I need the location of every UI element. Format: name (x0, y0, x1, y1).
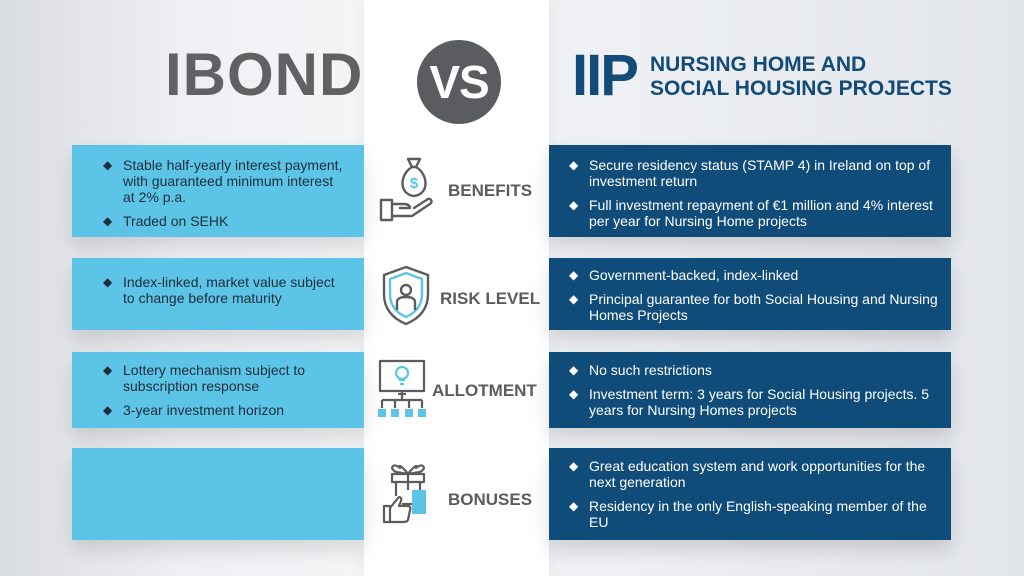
iip-subtitle-line2: SOCIAL HOUSING PROJECTS (650, 77, 952, 100)
list-item: ◆ Lottery mechanism subject to subscription response (103, 362, 348, 394)
shield-person-icon (380, 264, 432, 326)
ibond-risk-list (103, 274, 348, 306)
iip-subtitle-line1: NURSING HOME AND (650, 53, 867, 76)
ibond-title: IBOND (165, 41, 364, 108)
ibond-allotment-list (103, 362, 348, 418)
list-item: ◆ Traded on SEHK (103, 213, 348, 229)
vs-text: VS (429, 56, 489, 108)
iip-bonuses-list (569, 458, 944, 530)
iip-benefits-list (569, 157, 944, 229)
iip-allotment-list (569, 362, 944, 418)
iip-risk-box (549, 258, 951, 330)
iip-subtitle (650, 53, 952, 101)
iip-title: IIP (572, 43, 637, 108)
list-item: ◆ 3-year investment horizon (103, 402, 348, 418)
iip-risk-list (569, 267, 944, 323)
category-allotment: ALLOTMENT (432, 381, 537, 400)
list-item: ◆ Residency in the only English-speaking member of the EU (569, 498, 944, 530)
money-bag-hand-icon (378, 156, 440, 222)
category-bonuses: BONUSES (448, 490, 533, 509)
gift-thumbs-up-icon (380, 460, 440, 526)
monitor-network-icon (374, 358, 430, 422)
list-item: ◆ Principal guarantee for both Social Housing and Nursing Homes Projects (569, 291, 944, 323)
list-item: ◆ Secure residency status (STAMP 4) in Ireland on top of investment return (569, 157, 944, 189)
category-benefits: BENEFITS (448, 181, 533, 200)
iip-allotment-box (549, 352, 951, 428)
iip-benefits-box (549, 145, 951, 237)
svg-text:$: $ (409, 175, 419, 192)
list-item: ◆ Full investment repayment of €1 million and 4% interest per year for Nursing Home projects (569, 197, 944, 229)
ibond-benefits-list (103, 157, 348, 229)
category-risk-level: RISK LEVEL (440, 289, 541, 308)
list-item: ◆ Index-linked, market value subject to change before maturity (103, 274, 348, 306)
list-item: ◆ Great education system and work opportunities for the next generation (569, 458, 944, 490)
list-item: ◆ Investment term: 3 years for Social Housing projects. 5 years for Nursing Homes projects (569, 386, 944, 418)
list-item: ◆ Government-backed, index-linked (569, 267, 944, 283)
ibond-benefits-box (72, 145, 364, 237)
list-item: ◆ Stable half-yearly interest payment, with guaranteed minimum interest at 2% p.a. (103, 157, 348, 205)
ibond-bonuses-box (72, 448, 364, 540)
ibond-risk-box (72, 258, 364, 330)
list-item: ◆ No such restrictions (569, 362, 944, 378)
ibond-allotment-box (72, 352, 364, 428)
iip-bonuses-box (549, 448, 951, 540)
vs-badge (417, 40, 501, 124)
